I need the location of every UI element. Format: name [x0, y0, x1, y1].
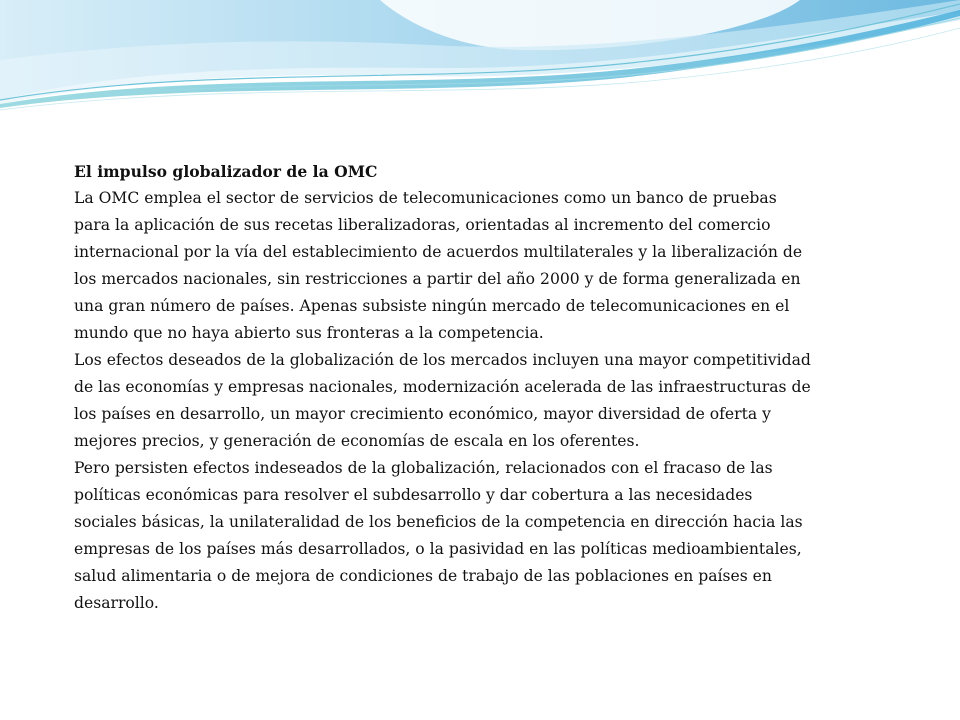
content-body — [74, 158, 814, 617]
paragraph-omc: La OMC emplea el sector de servicios de telecomunicaciones como un banco de pruebas para la aplicación de sus recetas liberalizadoras, orientadas al incremento del comercio internacional por la vía del establecimiento de acuerdos multilaterales y la liberalización de los mercados nacionales, sin restricciones a partir del año 2000 y de forma generalizada en una gran número de países. Apenas subsiste ningún mercado de telecomunicaciones en el mundo que no haya abierto sus fronteras a la competencia. — [74, 189, 803, 342]
paragraph-desired-effects: Los efectos deseados de la globalización de los mercados incluyen una mayor competitividad de las economías y empresas nacionales, modernización acelerada de las infraestructuras de los países en desarrollo, un mayor crecimiento económico, mayor diversidad de oferta y mejores precios, y generación de economías de escala en los oferentes. — [74, 351, 811, 450]
paragraph-undesired-effects: Pero persisten efectos indeseados de la globalización, relacionados con el fracaso de las políticas económicas para resolver el subdesarrollo y dar cobertura a las necesidades sociales básicas, la unilateralidad de los beneficios de la competencia en dirección hacia las empresas de los países más desarrollados, o la pasividad en las políticas medioambientales, salud alimentaria o de mejora de condiciones de trabajo de las poblaciones en países en desarrollo. — [74, 459, 803, 612]
header-wave-decoration — [0, 0, 960, 130]
slide-title: El impulso globalizador de la OMC — [74, 162, 378, 181]
